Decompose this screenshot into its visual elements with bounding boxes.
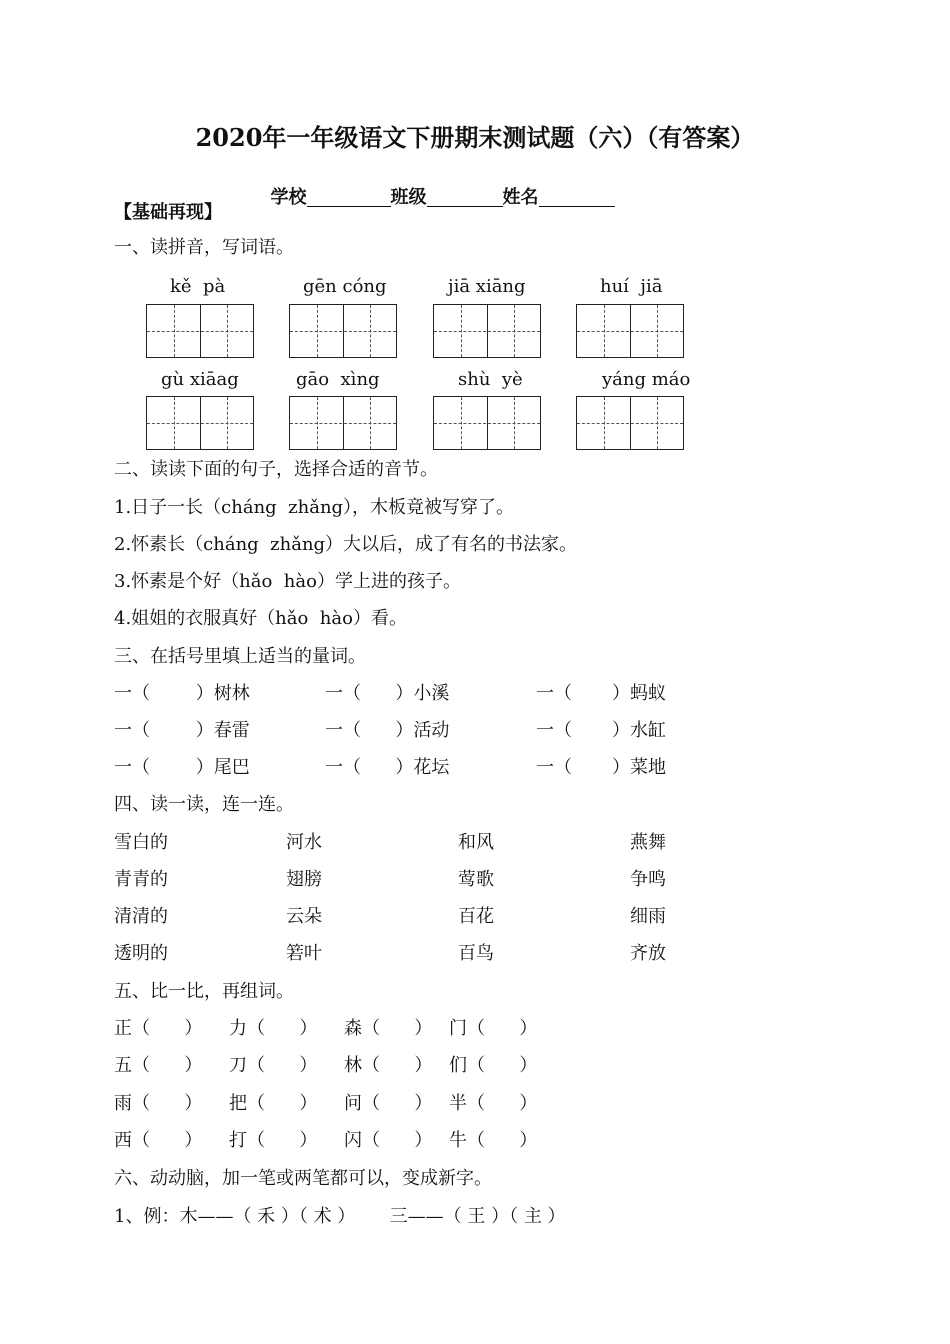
compare-item: 西（ ）	[114, 1130, 203, 1151]
compare-item: 半（ ）	[449, 1093, 538, 1114]
pinyin-label: shù yè	[458, 369, 523, 390]
school-field[interactable]	[307, 188, 391, 207]
writing-grid[interactable]	[433, 396, 541, 450]
writing-grid[interactable]	[289, 396, 397, 450]
compare-item: 闪（ ）	[344, 1130, 433, 1151]
pinyin-label: huí jiā	[600, 276, 663, 297]
measure-word-item: 一（ ）花坛	[325, 757, 450, 778]
match-word[interactable]: 莺歌	[458, 869, 494, 890]
q6-example: 1、例：木——（ 禾 ）（ 术 ） 三——（ 王 ）（ 主 ）	[114, 1206, 566, 1227]
compare-item: 力（ ）	[229, 1018, 318, 1039]
name-field[interactable]	[539, 188, 615, 207]
match-word[interactable]: 争鸣	[630, 869, 666, 890]
compare-item: 把（ ）	[229, 1093, 318, 1114]
q5-heading: 五、比一比，再组词。	[114, 981, 294, 1002]
match-word[interactable]: 和风	[458, 832, 494, 853]
writing-grid[interactable]	[289, 304, 397, 358]
measure-word-item: 一（ ）尾巴	[114, 757, 250, 778]
measure-word-item: 一（ ）树林	[114, 683, 250, 704]
measure-word-item: 一（ ）春雷	[114, 720, 250, 741]
compare-item: 正（ ）	[114, 1018, 203, 1039]
measure-word-item: 一（ ）小溪	[325, 683, 450, 704]
writing-grid[interactable]	[433, 304, 541, 358]
match-word[interactable]: 透明的	[114, 943, 168, 964]
name-label: 姓名	[502, 187, 539, 208]
student-info-line	[258, 170, 615, 207]
match-word[interactable]: 青青的	[114, 869, 168, 890]
q2-heading: 二、读读下面的句子，选择合适的音节。	[114, 459, 438, 480]
compare-item: 问（ ）	[344, 1093, 433, 1114]
sentence: 2.怀素长（cháng zhǎng）大以后，成了有名的书法家。	[114, 534, 578, 555]
sentence: 4.姐姐的衣服真好（hǎo hào）看。	[114, 608, 407, 629]
compare-item: 森（ ）	[344, 1018, 433, 1039]
measure-word-item: 一（ ）水缸	[536, 720, 667, 741]
pinyin-label: gù xiāag	[161, 369, 239, 390]
compare-item: 牛（ ）	[449, 1130, 538, 1151]
match-word[interactable]: 河水	[286, 832, 322, 853]
match-word[interactable]: 箬叶	[286, 943, 322, 964]
q4-heading: 四、读一读，连一连。	[114, 794, 294, 815]
pinyin-label: yáng máo	[602, 369, 691, 390]
pinyin-label: gāo xìng	[296, 369, 380, 390]
measure-word-item: 一（ ）菜地	[536, 757, 667, 778]
writing-grid[interactable]	[146, 396, 254, 450]
section-heading-basic: 【基础再现】	[114, 202, 222, 223]
match-word[interactable]: 燕舞	[630, 832, 666, 853]
compare-item: 打（ ）	[229, 1130, 318, 1151]
pinyin-label: jiā xiāng	[448, 276, 526, 297]
match-word[interactable]: 百花	[458, 906, 494, 927]
sentence: 1.日子一长（cháng zhǎng），木板竟被写穿了。	[114, 497, 515, 518]
compare-item: 们（ ）	[449, 1055, 538, 1076]
match-word[interactable]: 翅膀	[286, 869, 322, 890]
q1-heading: 一、读拼音，写词语。	[114, 237, 294, 258]
compare-item: 刀（ ）	[229, 1055, 318, 1076]
compare-item: 五（ ）	[114, 1055, 203, 1076]
writing-grid[interactable]	[576, 304, 684, 358]
school-label: 学校	[270, 187, 307, 208]
q6-heading: 六、动动脑，加一笔或两笔都可以，变成新字。	[114, 1168, 492, 1189]
pinyin-label: kě pà	[170, 276, 226, 297]
match-word[interactable]: 齐放	[630, 943, 666, 964]
compare-item: 门（ ）	[449, 1018, 538, 1039]
match-word[interactable]: 云朵	[286, 906, 322, 927]
match-word[interactable]: 细雨	[630, 906, 666, 927]
pinyin-label: gēn cóng	[303, 276, 387, 297]
page-title: 2020年一年级语文下册期末测试题（六）（有答案）	[195, 123, 755, 152]
compare-item: 林（ ）	[344, 1055, 433, 1076]
class-label: 班级	[390, 187, 427, 208]
match-word[interactable]: 雪白的	[114, 832, 168, 853]
class-field[interactable]	[427, 188, 503, 207]
writing-grid[interactable]	[146, 304, 254, 358]
q3-heading: 三、在括号里填上适当的量词。	[114, 646, 366, 667]
compare-item: 雨（ ）	[114, 1093, 203, 1114]
match-word[interactable]: 百鸟	[458, 943, 494, 964]
match-word[interactable]: 清清的	[114, 906, 168, 927]
sentence: 3.怀素是个好（hǎo hào）学上进的孩子。	[114, 571, 461, 592]
measure-word-item: 一（ ）蚂蚁	[536, 683, 667, 704]
writing-grid[interactable]	[576, 396, 684, 450]
measure-word-item: 一（ ）活动	[325, 720, 450, 741]
